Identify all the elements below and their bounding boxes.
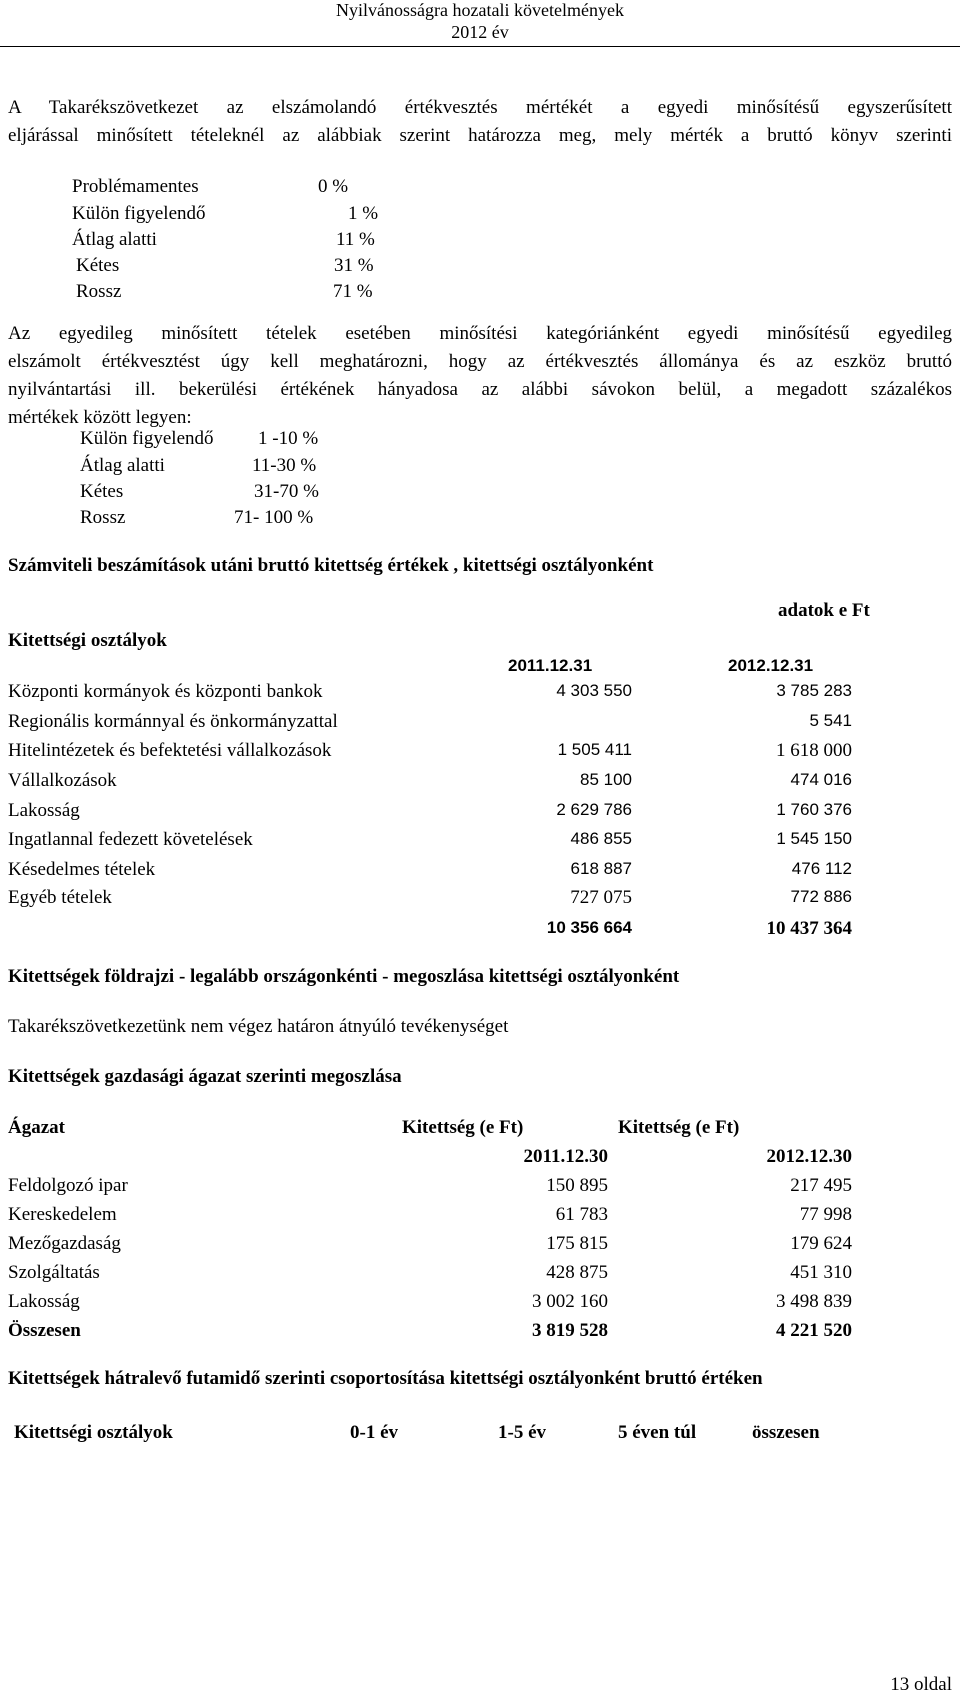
header-year: 2012 év (451, 22, 509, 42)
table-total-row (0, 1320, 960, 1350)
row-value-2011: 618 887 (570, 859, 632, 878)
section1-col-label: Kitettségi osztályok (8, 630, 167, 651)
individual-line-1: Az egyedileg minősített tételek esetében minősítési kategóriánként egyedi minősítésű egyedileg (8, 323, 952, 344)
section3-date-b: 2012.12.30 (766, 1146, 852, 1167)
section1-col-2011: 2011.12.31 (508, 656, 593, 675)
table-row (0, 800, 960, 830)
section2-text: Takarékszövetkezetünk nem végez határon átnyúló tevékenységet (8, 1016, 509, 1037)
row-value-b: 77 998 (799, 1204, 852, 1225)
rate-label: Átlag alatti (72, 229, 157, 250)
row-value-b: 3 498 839 (776, 1291, 852, 1312)
section4-col-1: 0-1 év (350, 1422, 399, 1443)
header-rule (0, 46, 960, 47)
section1-col-2012: 2012.12.31 (728, 656, 814, 675)
section4-title: Kitettségek hátralevő futamidő szerinti csoportosítása kitettségi osztályonként bruttó értéken (8, 1368, 763, 1389)
row-value-2012: 476 112 (791, 859, 852, 878)
row-value-a: 428 875 (546, 1262, 608, 1283)
rate-value: 11 % (336, 229, 375, 250)
range-value: 71- 100 % (234, 507, 314, 528)
row-label: Vállalkozások (8, 770, 117, 791)
intro-paragraph (8, 94, 952, 150)
row-label: Kereskedelem (8, 1204, 117, 1225)
range-value: 31-70 % (254, 481, 319, 502)
row-label: Mezőgazdaság (8, 1233, 121, 1254)
rate-label: Kétes (76, 255, 120, 276)
section3-title: Kitettségek gazdasági ágazat szerinti megoszlása (8, 1066, 402, 1087)
row-label: Feldolgozó ipar (8, 1175, 128, 1196)
row-value-a: 3 002 160 (532, 1291, 608, 1312)
section3-col-label: Ágazat (8, 1117, 65, 1138)
row-label: Központi kormányok és központi bankok (8, 681, 323, 702)
row-label: Hitelintézetek és befektetési vállalkozások (8, 740, 332, 761)
table-row (0, 770, 960, 800)
table-row (0, 1291, 960, 1321)
section3-col-b: Kitettség (e Ft) (618, 1117, 740, 1138)
intro-line-1: A Takarékszövetkezet az elszámolandó értékvesztés mértékét a egyedi minősítésű egyszerűsített (8, 97, 952, 118)
row-label: Késedelmes tételek (8, 859, 156, 880)
section4-col-3: 5 éven túl (618, 1422, 697, 1443)
row-value-2011: 85 100 (580, 770, 632, 789)
section1-title: Számviteli beszámítások utáni bruttó kitettség értékek , kitettségi osztályonként (8, 555, 654, 576)
section4-col-4: összesen (752, 1422, 820, 1443)
row-value-a: 61 783 (555, 1204, 608, 1225)
row-value-2011: 486 855 (570, 829, 632, 848)
range-value: 1 -10 % (258, 428, 319, 449)
row-value-2011: 727 075 (570, 887, 632, 908)
total-label: Összesen (8, 1320, 81, 1341)
total-2012: 10 437 364 (766, 918, 852, 939)
range-value: 11-30 % (252, 455, 317, 476)
section4-col-label: Kitettségi osztályok (14, 1422, 173, 1443)
row-value-2011: 2 629 786 (556, 800, 632, 819)
table-row (0, 859, 960, 889)
total-2011: 10 356 664 (546, 918, 632, 937)
row-label: Szolgáltatás (8, 1262, 100, 1283)
row-value-2011: 4 303 550 (556, 681, 632, 700)
row-value-a: 150 895 (546, 1175, 608, 1196)
header-title: Nyilvánosságra hozatali követelmények (336, 0, 624, 20)
row-value-2011: 1 505 411 (557, 740, 632, 759)
rate-label: Rossz (76, 281, 122, 302)
row-value-b: 217 495 (790, 1175, 852, 1196)
rate-value: 71 % (333, 281, 373, 302)
row-value-b: 179 624 (790, 1233, 852, 1254)
individual-line-2: elszámolt értékvesztést úgy kell meghatározni, hogy az értékvesztés állománya és az eszköz bruttó (8, 351, 952, 372)
table-row (0, 1262, 960, 1292)
row-label: Lakosság (8, 800, 80, 821)
table-row (0, 1204, 960, 1234)
rate-label: Problémamentes (72, 176, 199, 197)
table-row (0, 711, 960, 741)
individual-line-3: nyilvántartási ill. bekerülési értékének hányadosa az alábbi sávokon belül, a megadott százalékos (8, 379, 952, 400)
table-row (0, 1233, 960, 1263)
table-row (0, 829, 960, 859)
row-value-b: 451 310 (790, 1262, 852, 1283)
unit-label: adatok e Ft (778, 600, 870, 621)
table-row (0, 681, 960, 711)
section4-col-2: 1-5 év (498, 1422, 547, 1443)
section3-col-a: Kitettség (e Ft) (402, 1117, 524, 1138)
row-label: Ingatlannal fedezett követelések (8, 829, 253, 850)
range-label: Kétes (80, 481, 124, 502)
total-a: 3 819 528 (532, 1320, 608, 1341)
table-row (0, 1175, 960, 1205)
individual-paragraph (8, 320, 952, 432)
row-label: Lakosság (8, 1291, 80, 1312)
table-total-row (0, 918, 960, 948)
row-value-2012: 474 016 (790, 770, 852, 789)
range-label: Külön figyelendő (80, 428, 214, 449)
table-row (0, 887, 960, 917)
range-label: Rossz (80, 507, 126, 528)
row-value-2012: 1 545 150 (776, 829, 852, 848)
row-label: Regionális kormánnyal és önkormányzattal (8, 711, 338, 732)
row-value-2012: 1 760 376 (776, 800, 852, 819)
row-value-2012: 1 618 000 (776, 740, 852, 761)
row-value-2012: 772 886 (790, 887, 852, 906)
rate-value: 31 % (334, 255, 374, 276)
rate-value: 0 % (318, 176, 349, 197)
intro-line-2: eljárással minősített tételeknél az alábbiak szerint határozza meg, mely mérték a bruttó könyv szerinti (8, 125, 952, 146)
row-label: Egyéb tételek (8, 887, 112, 908)
total-b: 4 221 520 (776, 1320, 852, 1341)
range-label: Átlag alatti (80, 455, 165, 476)
row-value-2012: 5 541 (809, 711, 852, 730)
individual-line-4: mértékek között legyen: (8, 407, 192, 428)
row-value-2012: 3 785 283 (776, 681, 852, 700)
section3-date-a: 2011.12.30 (523, 1146, 608, 1167)
row-value-a: 175 815 (546, 1233, 608, 1254)
rate-label: Külön figyelendő (72, 203, 206, 224)
table-row (0, 740, 960, 770)
section2-title: Kitettségek földrajzi - legalább országonkénti - megoszlása kitettségi osztályonként (8, 966, 680, 987)
page-number: 13 oldal (890, 1674, 952, 1695)
rate-value: 1 % (348, 203, 379, 224)
